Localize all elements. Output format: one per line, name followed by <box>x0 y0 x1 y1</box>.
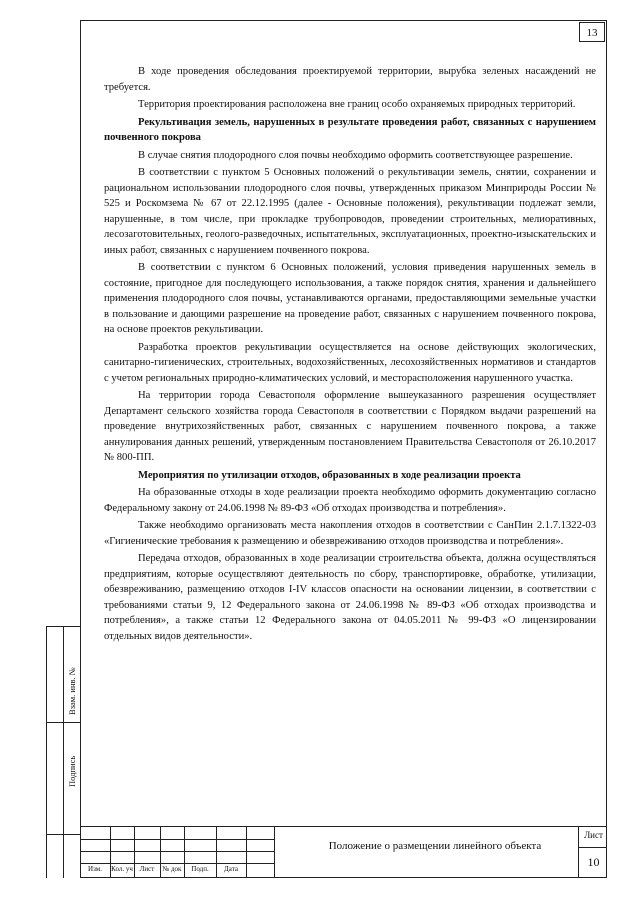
col-data: Дата <box>224 865 238 873</box>
paragraph: Территория проектирования расположена вне границ особо охраняемых природных территорий. <box>138 99 576 110</box>
paragraph: Передача отходов, образованных в ходе реализации строительства объекта, должна осуществляться предприятиям, которые осуществляют деятельность по сбору, транспортировке, обработке, утилизации, обезвреживанию, размещению отходов I-IV классов опасности на основании лицензии, в соответствии с требованиями статьи 9, 12 Федерального закона от 24.06.1998 № 89-ФЗ «Об отходах производства и потребления», а также статьи 12 Федерального закона от 04.05.2011 № 99-ФЗ «О лицензировании отдельных видов деятельности». <box>104 553 596 642</box>
paragraph: В соответствии с пунктом 6 Основных положений, условия приведения нарушенных земель в состояние, пригодное для последующего использования, а также порядок снятия, хранения и дальнейшего применения плодородного слоя почвы, устанавливаются органами, предоставляющими земельные участки в пользование и дающими разрешение на проведение работ, связанных с нарушением почвенного покрова, на основе проектов рекультивации. <box>104 262 596 335</box>
side-stamp <box>46 626 80 878</box>
document-body <box>104 64 596 646</box>
podpis-label: Подпись <box>67 755 77 787</box>
paragraph: На образованные отходы в ходе реализации проекта необходимо оформить документацию согласно Федеральному закону от 24.06.1998 № 89-ФЗ «Об отходах производства и потребления». <box>104 487 596 514</box>
section-heading: Рекультивация земель, нарушенных в результате проведения работ, связанных с нарушением почвенного покрова <box>104 116 596 143</box>
paragraph: В соответствии с пунктом 5 Основных положений о рекультивации земель, снятии, сохранении и рациональном использовании плодородного слоя почвы, утвержденных приказом Минприроды России № 525 и Роскомзема № 67 от 22.12.1995 (далее - Основные положения), рекультивации подлежат земли, нарушенные, в том числе, при прокладке трубопроводов, проведении строительных, мелиоративных, лесозаготовительных, геолого-разведочных, испытательных, эксплуатационных, проектно-изыскательских и иных работ, связанных с нарушением почвенного покрова. <box>104 167 596 256</box>
document-title: Положение о размещении линейного объекта <box>328 840 542 852</box>
vzam-label: Взам. инв. № <box>67 667 77 715</box>
col-list: Лист <box>139 865 155 873</box>
sheet-label: Лист <box>584 830 603 840</box>
paragraph: На территории города Севастополя оформление вышеуказанного разрешения осуществляет Департамент сельского хозяйства города Севастополя в соответствии с Порядком выдачи разрешений на проведение внутрихозяйственных работ, связанных с нарушением почвенного покрова, а также аннулирования данных решений, утвержденным постановлением Правительства Севастополя от 26.10.2017 № 800-ПП. <box>104 390 596 463</box>
paragraph: Разработка проектов рекультивации осуществляется на основе действующих экологических, санитарно-гигиенических, строительных, водохозяйственных, лесохозяйственных нормативов и стандартов с учетом региональных природно-климатических условий, и месторасположения нарушенного участка. <box>104 341 596 384</box>
section-heading: Мероприятия по утилизации отходов, образованных в ходе реализации проекта <box>138 469 521 481</box>
col-ndok: № док <box>162 865 182 873</box>
sheet-number: 10 <box>587 855 600 869</box>
col-podp: Подп. <box>191 865 209 873</box>
page-number: 13 <box>579 22 605 42</box>
title-block <box>80 826 607 878</box>
paragraph: Также необходимо организовать места накопления отходов в соответствии с СанПин 2.1.7.1322-03 «Гигиенические требования к размещению и обезвреживанию отходов производства и потребления». <box>104 520 596 547</box>
paragraph: В ходе проведения обследования проектируемой территории, вырубка зеленых насаждений не требуется. <box>104 66 596 93</box>
col-kolych: Кол. уч <box>111 865 133 873</box>
paragraph: В случае снятия плодородного слоя почвы необходимо оформить соответствующее разрешение. <box>138 149 573 161</box>
col-izm: Изм. <box>88 865 102 873</box>
